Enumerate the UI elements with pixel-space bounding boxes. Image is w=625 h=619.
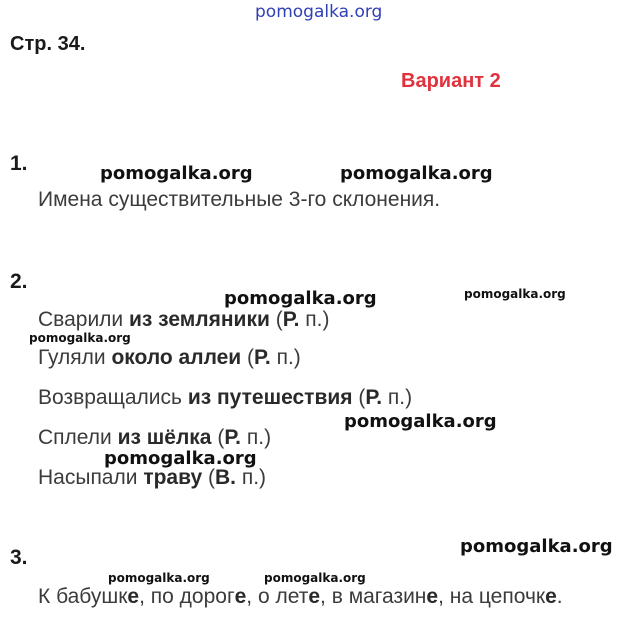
variant-title: Вариант 2 [401,70,501,92]
watermark-top: pomogalka.org [255,2,383,22]
phrase-bold: около аллеи [111,346,242,369]
watermark: pomogalka.org [344,411,497,432]
case-abbr: Р. [365,386,383,409]
case-abbr: В. [215,466,236,489]
word-ending: е [426,585,439,608]
watermark: pomogalka.org [29,331,131,345]
watermark: pomogalka.org [460,536,613,557]
phrase-bold: из земляники [129,308,270,331]
task-2-line: Насыпали траву (В. п.) [38,466,267,489]
page-number-label: Стр. 34. [10,33,86,55]
watermark: pomogalka.org [464,287,566,301]
watermark: pomogalka.org [108,571,210,585]
watermark: pomogalka.org [224,288,377,309]
watermark: pomogalka.org [264,571,366,585]
case-abbr: Р. [282,308,300,331]
task-2-line: Сварили из земляники (Р. п.) [38,308,330,331]
phrase-bold: из шёлка [117,426,212,449]
word-ending: е [234,585,247,608]
task-2-number: 2. [10,270,28,293]
case-abbr: Р. [224,426,242,449]
task-2-line: Сплели из шёлка (Р. п.) [38,426,272,449]
task-2-line: Гуляли около аллеи (Р. п.) [38,346,301,369]
task-2-line: Возвращались из путешествия (Р. п.) [38,386,413,409]
task-3-number: 3. [10,546,28,569]
watermark: pomogalka.org [340,163,493,184]
task-3-answer: К бабушке, по дороге, о лете, в магазине, на цепочке. [38,585,563,608]
word-ending: е [545,585,557,608]
task-1-answer: Имена существительные 3-го склонения. [38,188,441,211]
word-ending: е [127,585,140,608]
task-1-number: 1. [10,152,28,175]
case-abbr: Р. [254,346,271,369]
watermark: pomogalka.org [100,163,253,184]
watermark: pomogalka.org [104,448,257,469]
phrase-bold: траву [143,466,203,489]
word-ending: е [308,585,321,608]
phrase-bold: из путешествия [187,386,353,409]
